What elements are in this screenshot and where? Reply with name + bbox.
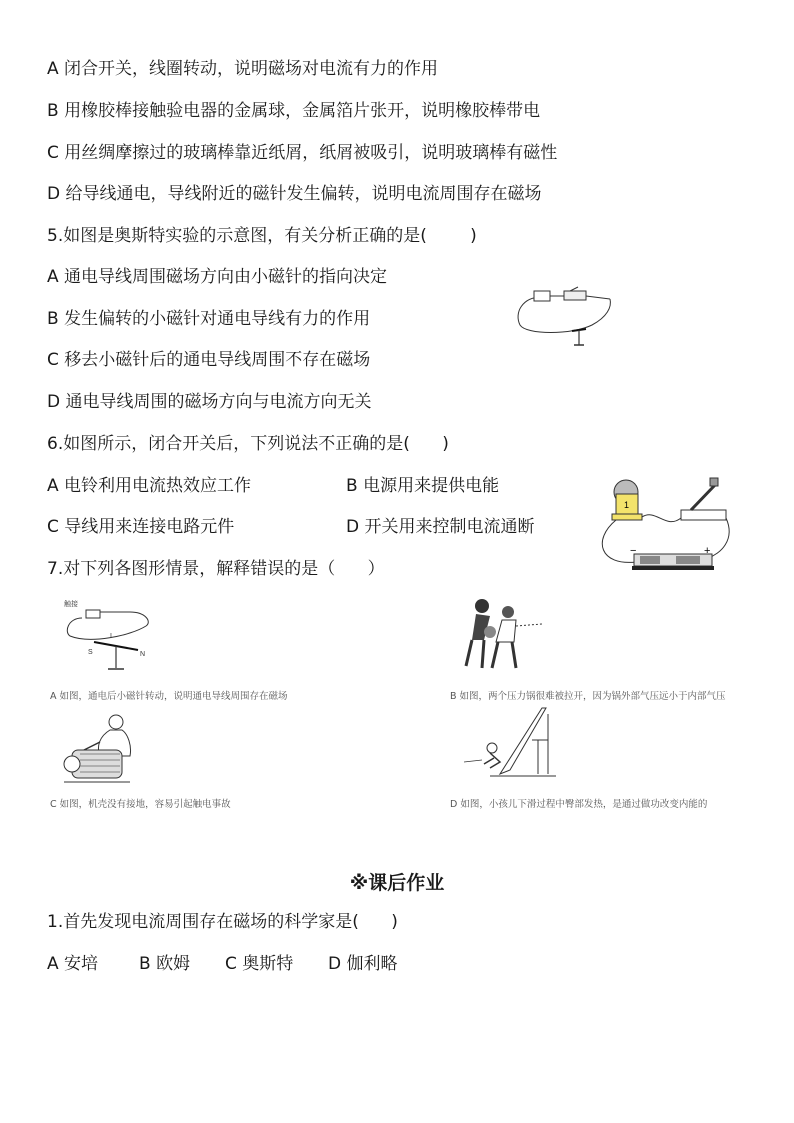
q5-option-d: D 通电导线周围的磁场方向与电流方向无关 — [47, 392, 372, 412]
q7-figure-c — [60, 712, 150, 787]
q6-option-c: C 导线用来连接电路元件 — [47, 517, 235, 537]
q6-option-d: D 开关用来控制电流通断 — [346, 517, 535, 537]
q5-option-b: B 发生偏转的小磁针对通电导线有力的作用 — [47, 309, 371, 329]
q5-option-c: C 移去小磁针后的通电导线周围不存在磁场 — [47, 350, 371, 370]
q7-figure-a — [60, 598, 160, 680]
q7-caption-a: A 如图，通电后小磁针转动，说明通电导线周围存在磁场 — [50, 691, 288, 702]
q7-stem: 7.对下列各图形情景，解释错误的是（ ） — [47, 559, 385, 579]
q6-option-b: B 电源用来提供电能 — [346, 476, 500, 496]
current-label: I — [110, 633, 112, 640]
q4-option-c: C 用丝绸摩擦过的玻璃棒靠近纸屑，纸屑被吸引，说明玻璃棒有磁性 — [47, 143, 558, 163]
q7-caption-c: C 如图，机壳没有接地，容易引起触电事故 — [50, 799, 231, 810]
minus-label: − — [630, 545, 637, 557]
s-pole-label: S — [88, 649, 93, 656]
q7-caption-b: B 如图，两个压力锅很难被拉开，因为锅外部气压远小于内部气压 — [450, 691, 726, 702]
q4-option-b: B 用橡胶棒接触验电器的金属球，金属箔片张开，说明橡胶棒带电 — [47, 101, 541, 121]
touch-label: 触接 — [64, 601, 78, 608]
q7-figure-b — [462, 596, 552, 676]
homework-q1-option-c: C 奥斯特 — [225, 954, 294, 974]
bell-mark-label: 1 — [624, 500, 630, 510]
homework-q1-option-b: B 欧姆 — [139, 954, 191, 974]
q4-option-d: D 给导线通电，导线附近的磁针发生偏转，说明电流周围存在磁场 — [47, 184, 542, 204]
bell-circuit-figure — [596, 470, 736, 575]
q5-stem: 5.如图是奥斯特实验的示意图，有关分析正确的是( ) — [47, 226, 477, 246]
n-pole-label: N — [140, 651, 146, 658]
plus-label: + — [704, 545, 711, 557]
homework-q1-option-a: A 安培 — [47, 954, 99, 974]
q4-option-a: A 闭合开关，线圈转动，说明磁场对电流有力的作用 — [47, 59, 439, 79]
homework-title: ※课后作业 — [349, 872, 445, 894]
q7-caption-d: D 如图，小孩儿下滑过程中臀部发热，是通过做功改变内能的 — [450, 799, 708, 810]
q5-option-a: A 通电导线周围磁场方向由小磁针的指向决定 — [47, 267, 388, 287]
q6-stem: 6.如图所示，闭合开关后，下列说法不正确的是( ) — [47, 434, 449, 454]
homework-q1-stem: 1.首先发现电流周围存在磁场的科学家是( ) — [47, 912, 398, 932]
q7-figure-d — [460, 704, 560, 784]
oersted-experiment-figure — [512, 285, 622, 350]
homework-q1-option-d: D 伽利略 — [328, 954, 398, 974]
q6-option-a: A 电铃利用电流热效应工作 — [47, 476, 252, 496]
